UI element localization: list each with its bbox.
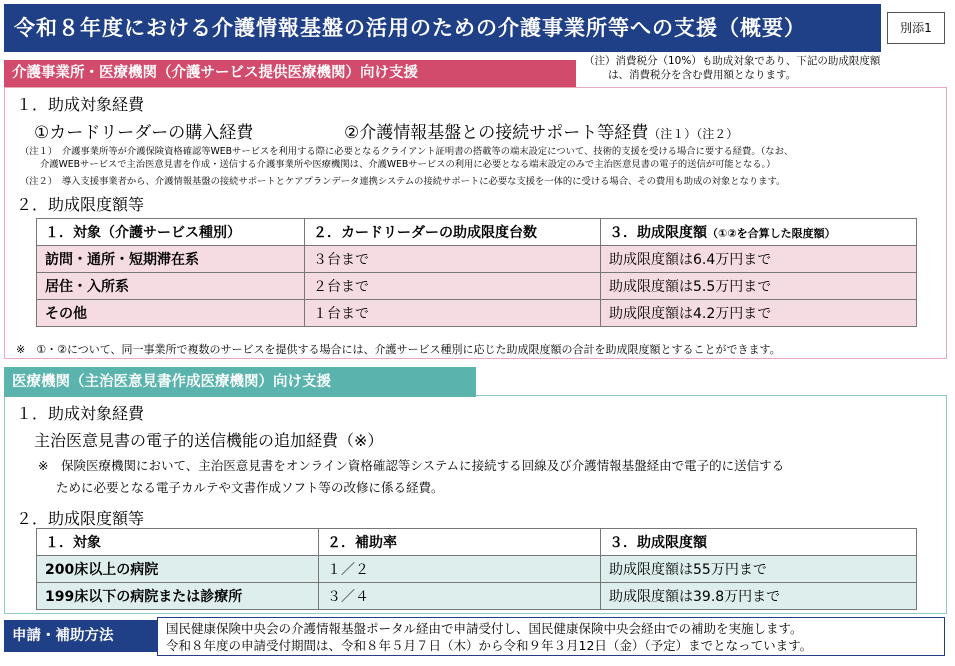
section1-note1-line1: （注１） 介護事業所等が介護保険資格確認等WEBサービスを利用する際に必要となるクライアント証明書の搭載等の端末設定について、技術的支援を受ける場合に要する経費。（なお、 bbox=[20, 146, 794, 157]
section2-expense-heading: １．助成対象経費 bbox=[16, 404, 145, 423]
section1-item2-label: ②介護情報基盤との接続サポート等経費 bbox=[344, 123, 649, 143]
table-cell: ３／４ bbox=[319, 583, 601, 610]
section2-note-line2: ために必要となる電子カルテや文書作成ソフト等の改修に係る経費。 bbox=[56, 480, 444, 495]
table-header: ３．助成限度額 bbox=[601, 529, 917, 556]
table-row bbox=[37, 273, 917, 300]
table-row bbox=[37, 300, 917, 327]
section1-note1-line2: 介護WEBサービスで主治医意見書を作成・送信する介護事業所や医療機関は、介護WEBサービスの利用に必要となる端末設定のみで主治医意見書の電子的送信が可能となる。） bbox=[40, 159, 776, 170]
section1-note2: （注２） 導入支援事業者から、介護情報基盤の接続サポートとケアプランデータ連携システムの接続サポートに必要な支援を一体的に受ける場合、その費用も助成の対象となります。 bbox=[20, 176, 786, 187]
table-row bbox=[37, 246, 917, 273]
table-header: ２．補助率 bbox=[319, 529, 601, 556]
table-header bbox=[601, 219, 917, 246]
table-cell: 助成限度額は39.8万円まで bbox=[601, 583, 917, 610]
table-cell: 助成限度額は5.5万円まで bbox=[601, 273, 917, 300]
section2-table bbox=[36, 528, 917, 610]
table-cell: 訪問・通所・短期滞在系 bbox=[37, 246, 305, 273]
section3-line2: 令和８年度の申請受付期間は、令和８年５月７日（木）から令和９年３月12日（金）（予定）までとなっています。 bbox=[166, 638, 813, 653]
table-cell: 200床以上の病院 bbox=[37, 556, 319, 583]
table-header-row bbox=[37, 219, 917, 246]
section2-limit-heading: ２．助成限度額等 bbox=[16, 509, 145, 528]
section1-table bbox=[36, 218, 917, 327]
table-cell: 助成限度額は55万円まで bbox=[601, 556, 917, 583]
table-cell: １／２ bbox=[319, 556, 601, 583]
table-cell: 居住・入所系 bbox=[37, 273, 305, 300]
tax-note bbox=[584, 54, 954, 82]
tax-note-line1: （注）消費税分（10%）も助成対象であり、下記の助成限度額 bbox=[584, 55, 881, 67]
table-cell: 助成限度額は4.2万円まで bbox=[601, 300, 917, 327]
section1-footnote: ※ ①・②について、同一事業所で複数のサービスを提供する場合には、介護サービス種別に応じた助成限度額の合計を助成限度額とすることができます。 bbox=[16, 343, 781, 356]
tax-note-line2: は、消費税分を含む費用額となります。 bbox=[608, 69, 797, 81]
table-cell: ２台まで bbox=[305, 273, 601, 300]
table-cell: 199床以下の病院または診療所 bbox=[37, 583, 319, 610]
section1-item1: ①カードリーダーの購入経費 bbox=[34, 123, 254, 143]
appendix-label: 別添1 bbox=[887, 12, 945, 44]
section2-tab: 医療機関（主治医意見書作成医療機関）向け支援 bbox=[4, 367, 476, 397]
section1-tab: 介護事業所・医療機関（介護サービス提供医療機関）向け支援 bbox=[4, 60, 576, 87]
table-header: １．対象（介護サービス種別） bbox=[37, 219, 305, 246]
table-header-subtext: （①②を合算した限度額） bbox=[707, 227, 836, 240]
section1-item2-notes: （注１）（注２） bbox=[648, 127, 739, 141]
table-cell: その他 bbox=[37, 300, 305, 327]
section2-note-line1: ※ 保険医療機関において、主治医意見書をオンライン資格確認等システムに接続する回線及び介護情報基盤経由で電子的に送信する bbox=[38, 458, 785, 473]
table-header: １．対象 bbox=[37, 529, 319, 556]
table-header-row bbox=[37, 529, 917, 556]
section2-item: 主治医意見書の電子的送信機能の追加経費（※） bbox=[34, 431, 384, 450]
table-cell: １台まで bbox=[305, 300, 601, 327]
section3-line1: 国民健康保険中央会の介護情報基盤ポータル経由で申請受付し、国民健康保険中央会経由での補助を実施します。 bbox=[166, 621, 803, 636]
table-row bbox=[37, 583, 917, 610]
section1-limit-heading: ２．助成限度額等 bbox=[16, 195, 145, 214]
table-row bbox=[37, 556, 917, 583]
page-title: 令和８年度における介護情報基盤の活用のための介護事業所等への支援（概要） bbox=[4, 4, 881, 52]
table-cell: 助成限度額は6.4万円まで bbox=[601, 246, 917, 273]
table-cell: ３台まで bbox=[305, 246, 601, 273]
section3-tab: 申請・補助方法 bbox=[4, 620, 157, 652]
section1-item2 bbox=[344, 118, 738, 143]
section1-expense-heading: １．助成対象経費 bbox=[16, 95, 145, 114]
table-header: ２．カードリーダーの助成限度台数 bbox=[305, 219, 601, 246]
table-header-text: ３．助成限度額 bbox=[609, 225, 707, 241]
